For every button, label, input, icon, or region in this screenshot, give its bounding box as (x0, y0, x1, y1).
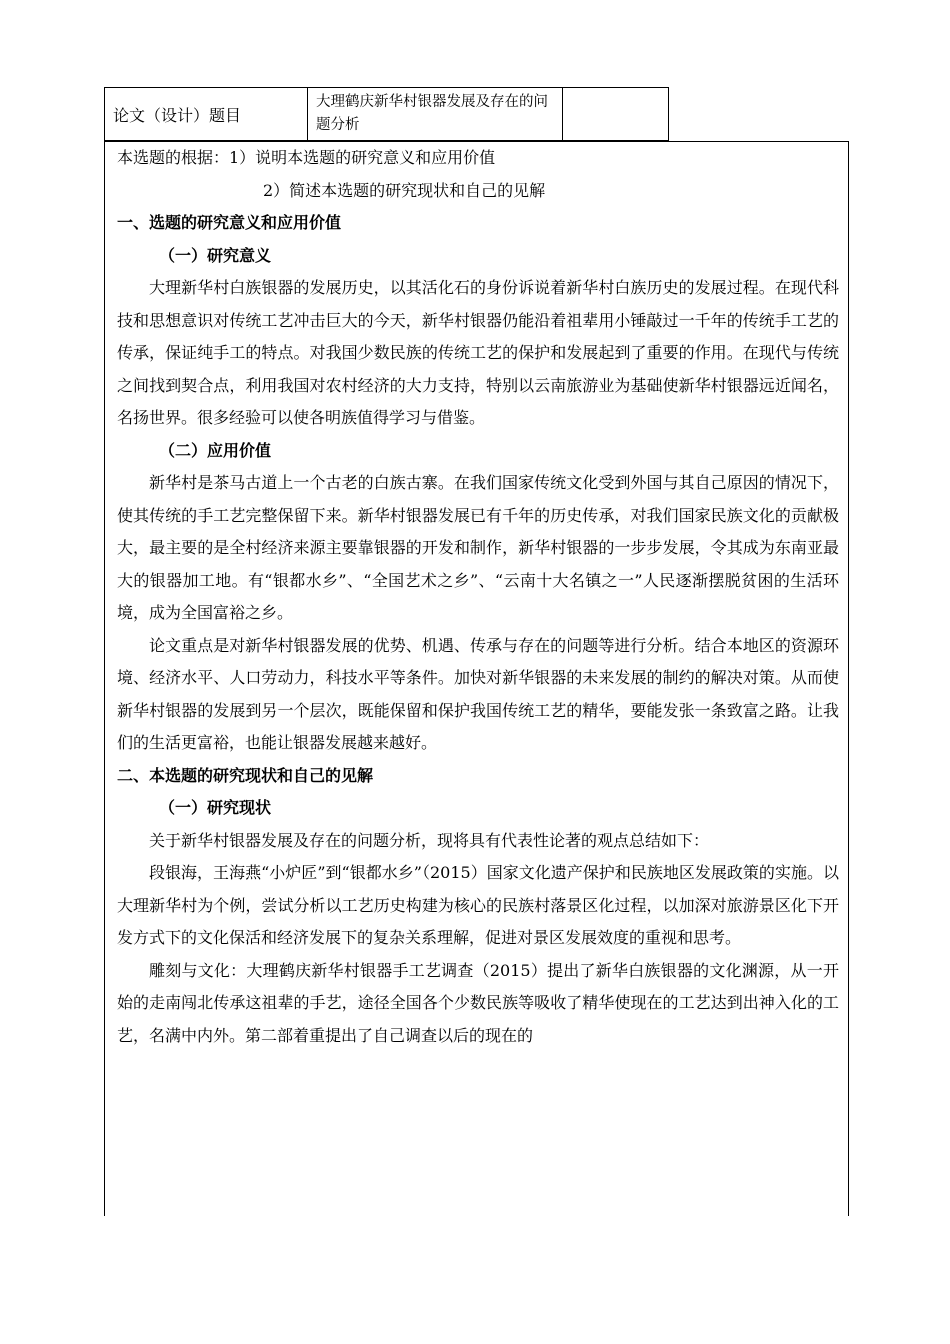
proposal-body-cell (104, 141, 849, 1216)
paragraph: 新华村是茶马古道上一个古老的白族古寨。在我们国家传统文化受到外国与其自己原因的情况下，使其传统的手工艺完整保留下来。新华村银器发展已有千年的历史传承，对我们国家民族文化的贡献极大，最主要的是全村经济来源主要靠银器的开发和制作，新华村银器的一步步发展，令其成为东南亚最大的银器加工地。有“银都水乡”、“全国艺术之乡”、“云南十大名镇之一”人民逐渐摆脱贫困的生活环境，成为全国富裕之乡。 (117, 473, 839, 622)
thesis-title-label: 论文（设计）题目 (105, 88, 308, 141)
basis-line-2: 2）简述本选题的研究现状和自己的见解 (263, 180, 546, 200)
title-table (104, 87, 669, 141)
paragraph: 大理新华村白族银器的发展历史，以其活化石的身份诉说着新华村白族历史的发展过程。在现代科技和思想意识对传统工艺冲击巨大的今天，新华村银器仍能沿着祖辈用小锤敲过一千年的传统手工艺的传承，保证纯手工的特点。对我国少数民族的传统工艺的保护和发展起到了重要的作用。在现代与传统之间找到契合点，利用我国对农村经济的大力支持，特别以云南旅游业为基础使新华村银器远近闻名，名扬世界。很多经验可以使各明族值得学习与借鉴。 (117, 278, 839, 427)
proposal-content (117, 142, 839, 1052)
section-1-sub-2-heading: （二）应用价值 (159, 440, 272, 460)
section-1-sub-1-heading: （一）研究意义 (159, 245, 272, 265)
paragraph: 关于新华村银器发展及存在的问题分析，现将具有代表性论著的观点总结如下： (149, 830, 710, 850)
empty-cell (563, 88, 669, 141)
section-2-sub-1-heading: （一）研究现状 (159, 798, 272, 817)
basis-line-1: 本选题的根据：1）说明本选题的研究意义和应用价值 (117, 148, 496, 167)
paragraph: 雕刻与文化：大理鹤庆新华村银器手工艺调查（2015）提出了新华白族银器的文化渊源，从一开始的走南闯北传承这祖辈的手艺，途径全国各个少数民族等吸收了精华使现在的工艺达到出神入化的工艺，名满中内外。第二部着重提出了自己调查以后的现在的 (117, 960, 839, 1045)
section-1-heading: 一、选题的研究意义和应用价值 (117, 213, 342, 232)
paragraph: 论文重点是对新华村银器发展的优势、机遇、传承与存在的问题等进行分析。结合本地区的资源环境、经济水平、人口劳动力，科技水平等条件。加快对新华银器的未来发展的制约的解决对策。从而使新华村银器的发展到另一个层次，既能保留和保护我国传统工艺的精华，要能发张一条致富之路。让我们的生活更富裕，也能让银器发展越来越好。 (117, 635, 839, 752)
thesis-title-value: 大理鹤庆新华村银器发展及存在的问题分析 (308, 88, 563, 141)
section-2-heading: 二、本选题的研究现状和自己的见解 (117, 765, 374, 785)
paragraph: 段银海，王海燕“小炉匠”到“银都水乡”（2015）国家文化遗产保护和民族地区发展政策的实施。以大理新华村为个例，尝试分析以工艺历史构建为核心的民族村落景区化过程，以加深对旅游景区化下开发方式下的文化保活和经济发展下的复杂关系理解，促进对景区发展效度的重视和思考。 (117, 863, 839, 947)
